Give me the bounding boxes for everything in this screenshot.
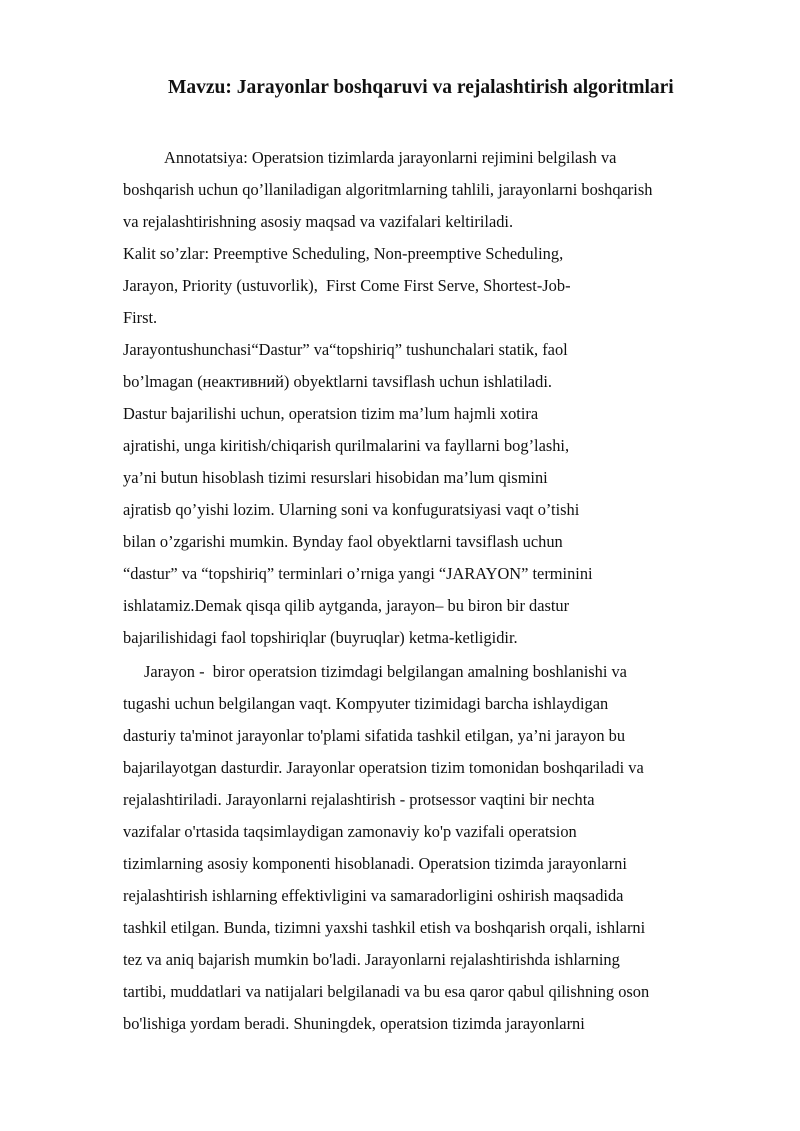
body-line: boshqarish uchun qo’llaniladigan algoritmlarning tahlili, jarayonlarni boshqarish [123, 180, 653, 199]
body-line: Jarayon, Priority (ustuvorlik), First Come First Serve, Shortest-Job- [123, 276, 571, 295]
body-line: bo'lishiga yordam beradi. Shuningdek, operatsion tizimda jarayonlarni [123, 1014, 585, 1033]
body-line: dasturiy ta'minot jarayonlar to'plami sifatida tashkil etilgan, ya’ni jarayon bu [123, 726, 626, 745]
body-line: Jarayontushunchasi“Dastur” va“topshiriq” tushunchalari statik, faol [123, 340, 568, 359]
body-line: tez va aniq bajarish mumkin bo'ladi. Jarayonlarni rejalashtirishda ishlarning [123, 950, 620, 969]
body-line: va rejalashtirishning asosiy maqsad va vazifalari keltiriladi. [123, 212, 514, 231]
body-line: “dastur” va “topshiriq” terminlari o’rniga yangi “JARAYON” terminini [123, 564, 593, 583]
body-line: tartibi, muddatlari va natijalari belgilanadi va bu esa qaror qabul qilishning oson [123, 982, 650, 1001]
body-line: Annotatsiya: Operatsion tizimlarda jarayonlarni rejimini belgilash va [164, 148, 617, 167]
body-line: Dastur bajarilishi uchun, operatsion tizim ma’lum hajmli xotira [123, 404, 539, 423]
body-line: bilan o’zgarishi mumkin. Bynday faol obyektlarni tavsiflash uchun [123, 532, 563, 551]
body-line: bo’lmagan (неактивний) obyektlarni tavsiflash uchun ishlatiladi. [123, 372, 553, 391]
body-line: Kalit so’zlar: Preemptive Scheduling, Non-preemptive Scheduling, [123, 244, 564, 263]
body-line: vazifalar o'rtasida taqsimlaydigan zamonaviy ko'p vazifali operatsion [123, 822, 577, 841]
body-line: tizimlarning asosiy komponenti hisoblanadi. Operatsion tizimda jarayonlarni [123, 854, 627, 873]
body-line: Jarayon - biror operatsion tizimdagi belgilangan amalning boshlanishi va [144, 662, 627, 681]
body-line: ajratisb qo’yishi lozim. Ularning soni va konfuguratsiyasi vaqt o’tishi [123, 500, 580, 519]
body-line: ishlatamiz.Demak qisqa qilib aytganda, jarayon– bu biron bir dastur [123, 596, 570, 615]
body-line: rejalashtirish ishlarning effektivligini va samaradorligini oshirish maqsadida [123, 886, 624, 905]
body-line: ya’ni butun hisoblash tizimi resurslari hisobidan ma’lum qismini [123, 468, 548, 487]
body-line: tashkil etilgan. Bunda, tizimni yaxshi tashkil etish va boshqarish orqali, ishlarni [123, 918, 646, 937]
document-title: Mavzu: Jarayonlar boshqaruvi va rejalashtirish algoritmlari [168, 77, 674, 98]
body-line: tugashi uchun belgilangan vaqt. Kompyuter tizimidagi barcha ishlaydigan [123, 694, 609, 713]
body-line: First. [123, 308, 158, 327]
body-line: ajratishi, unga kiritish/chiqarish qurilmalarini va fayllarni bog’lashi, [123, 436, 570, 455]
body-line: bajarilayotgan dasturdir. Jarayonlar operatsion tizim tomonidan boshqariladi va [123, 758, 644, 777]
body-line: rejalashtiriladi. Jarayonlarni rejalashtirish - protsessor vaqtini bir nechta [123, 790, 595, 809]
body-line: bajarilishidagi faol topshiriqlar (buyruqlar) ketma-ketligidir. [123, 628, 518, 647]
